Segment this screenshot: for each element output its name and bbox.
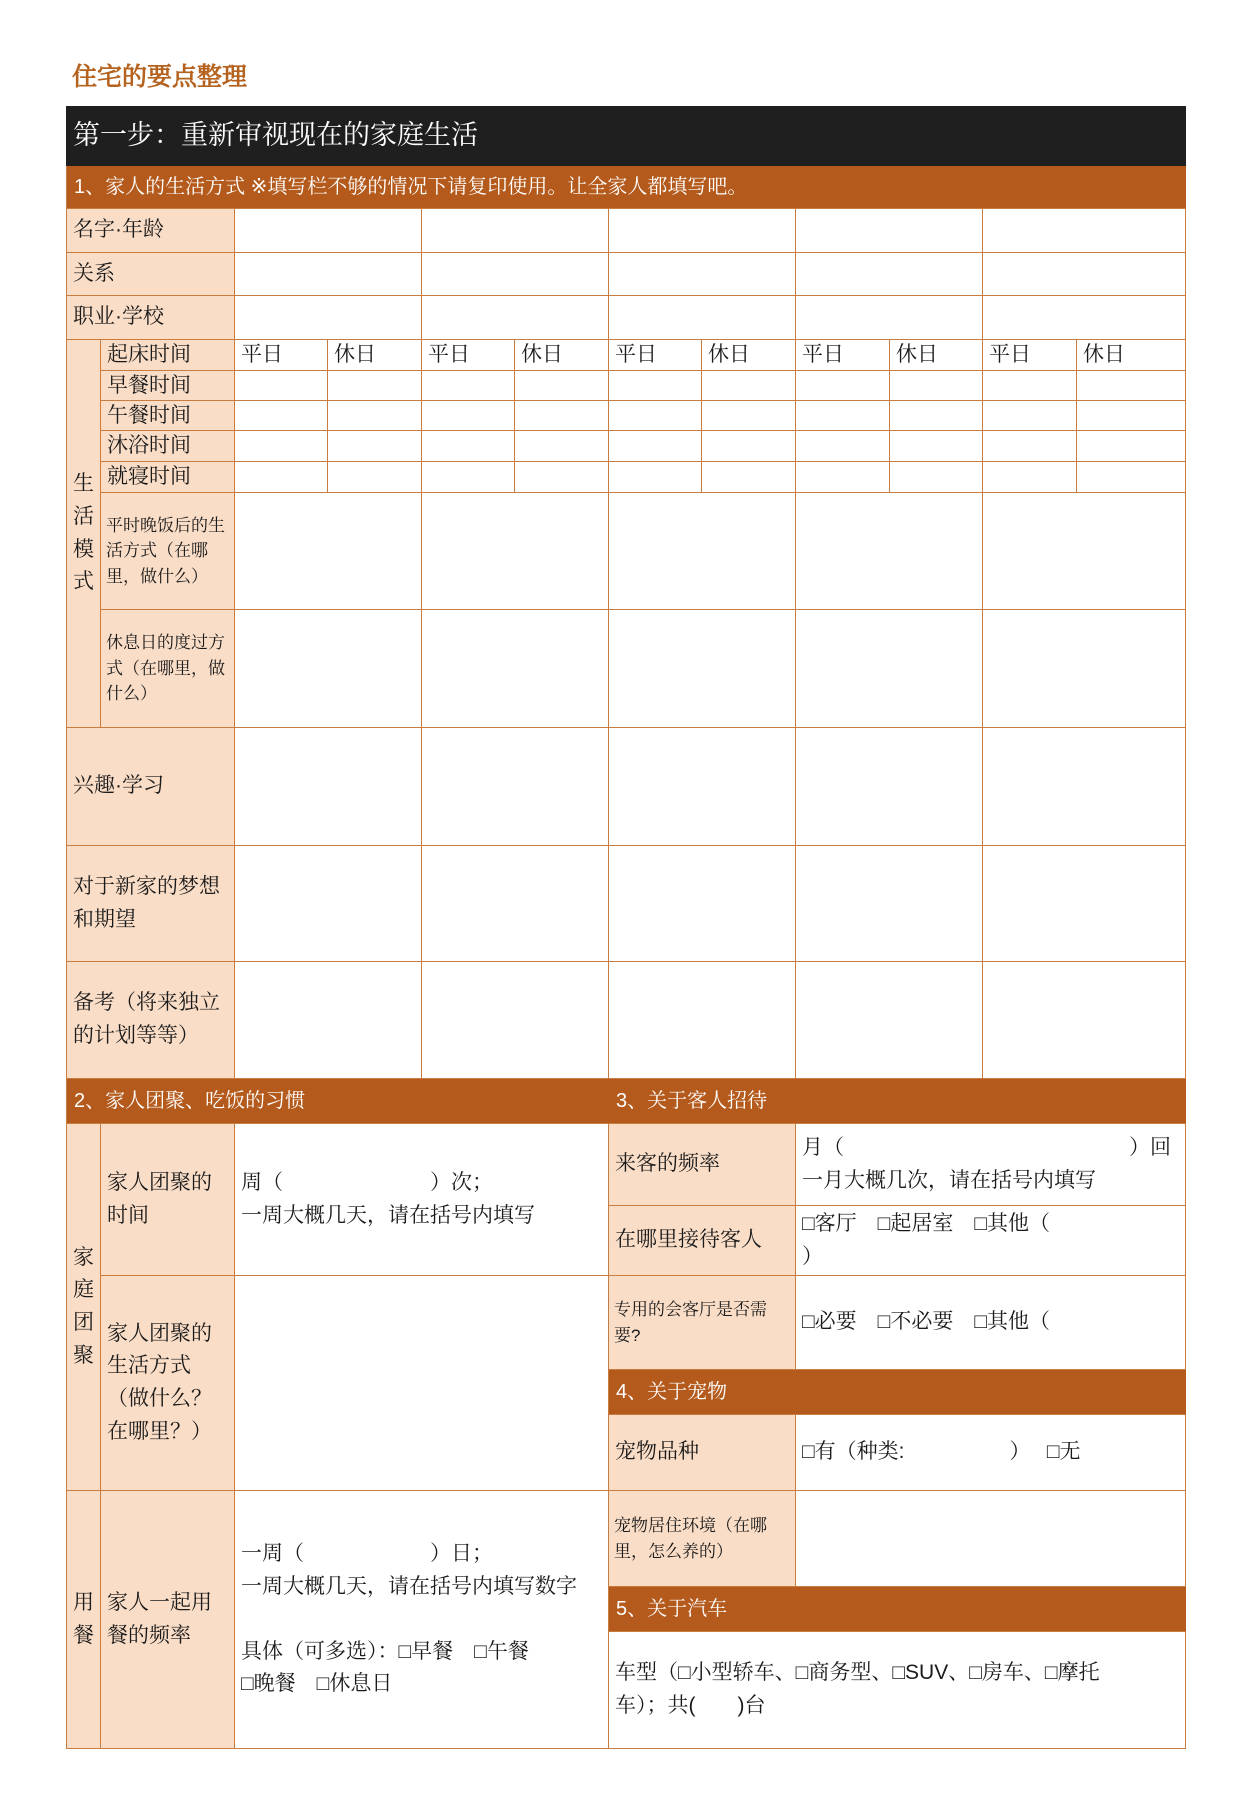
relation-member-2-cell — [422, 253, 609, 296]
hobby-member-2-cell — [422, 728, 609, 846]
bath-member-5-weekday-cell — [983, 431, 1077, 462]
visitor-frequency-value — [796, 1124, 1186, 1206]
dream-member-1-cell — [235, 846, 422, 962]
bedtime-member-5-weekday-cell — [983, 462, 1077, 493]
lunch-member-4-holiday-cell — [890, 401, 983, 431]
gathering-way-label: 家人团聚的 生活方式 （做什么？ 在哪里？） — [101, 1276, 235, 1491]
after-dinner-member-5-cell — [983, 493, 1186, 610]
section-5-heading: 5、关于汽车 — [609, 1587, 1186, 1632]
member-4-weekday-header: 平日 — [796, 340, 890, 371]
name-age-member-4-cell — [796, 209, 983, 253]
section-4-heading: 4、关于宠物 — [609, 1370, 1186, 1415]
gathering-group-label — [66, 1124, 101, 1491]
section-2-heading: 2、家人团聚、吃饭的习惯 — [66, 1079, 609, 1124]
meal-group-label — [66, 1491, 101, 1749]
bath-member-1-holiday-cell — [328, 431, 422, 462]
section-3-heading: 3、关于客人招待 — [609, 1079, 1186, 1124]
relation-member-1-cell — [235, 253, 422, 296]
dream-member-5-cell — [983, 846, 1186, 962]
member-3-weekday-header: 平日 — [609, 340, 702, 371]
parlor-needed-options: □必要 □不必要 □其他（ — [796, 1276, 1186, 1370]
job-school-member-1-cell — [235, 296, 422, 340]
member-1-weekday-header: 平日 — [235, 340, 328, 371]
breakfast-member-3-weekday-cell — [609, 371, 702, 401]
hobby-member-5-cell — [983, 728, 1186, 846]
member-1-holiday-header: 休日 — [328, 340, 422, 371]
bath-member-2-holiday-cell — [515, 431, 609, 462]
lunch-member-2-weekday-cell — [422, 401, 515, 431]
name-age-member-3-cell — [609, 209, 796, 253]
hobby-member-1-cell — [235, 728, 422, 846]
visitor-frequency-open: 月（ — [802, 1135, 844, 1159]
member-5-weekday-header: 平日 — [983, 340, 1077, 371]
section-1-heading: 1、家人的生活方式 ※填写栏不够的情况下请复印使用。让全家人都填写吧。 — [66, 166, 1186, 209]
reception-place-options: □客厅 □起居室 □其他（ ） — [796, 1206, 1186, 1276]
bedtime-member-5-holiday-cell — [1077, 462, 1186, 493]
meal-frequency-value: 一周（ ）日； 一周大概几天，请在括号内填写数字 具体（可多选）：□早餐 □午餐 □晚餐 □休息日 — [235, 1491, 609, 1749]
breakfast-member-1-weekday-cell — [235, 371, 328, 401]
pet-kind-options: □有（种类: ） □无 — [796, 1415, 1186, 1491]
breakfast-member-4-holiday-cell — [890, 371, 983, 401]
lunch-member-1-holiday-cell — [328, 401, 422, 431]
member-3-holiday-header: 休日 — [702, 340, 796, 371]
lunch-time-label: 午餐时间 — [101, 401, 235, 431]
after-dinner-member-2-cell — [422, 493, 609, 610]
member-2-holiday-header: 休日 — [515, 340, 609, 371]
job-school-label: 职业·学校 — [66, 296, 235, 340]
dream-member-3-cell — [609, 846, 796, 962]
car-type-options: 车型（□小型轿车、□商务型、□SUV、□房车、□摩托 车）；共( )台 — [609, 1632, 1186, 1749]
gathering-time-label: 家人团聚的 时间 — [101, 1124, 235, 1276]
name-age-member-5-cell — [983, 209, 1186, 253]
day-off-member-4-cell — [796, 610, 983, 728]
breakfast-member-5-weekday-cell — [983, 371, 1077, 401]
relation-member-4-cell — [796, 253, 983, 296]
hobby-label: 兴趣·学习 — [66, 728, 235, 846]
step-1-title: 第一步：重新审视现在的家庭生活 — [66, 106, 1186, 166]
day-off-member-1-cell — [235, 610, 422, 728]
dream-member-2-cell — [422, 846, 609, 962]
wake-up-time-label: 起床时间 — [101, 340, 235, 371]
visitor-frequency-hint: 一月大概几次，请在括号内填写 — [802, 1168, 1096, 1192]
lunch-member-1-weekday-cell — [235, 401, 328, 431]
gathering-vertical-text: 家庭团聚 — [73, 1245, 94, 1367]
bath-time-label: 沐浴时间 — [101, 431, 235, 462]
hobby-member-4-cell — [796, 728, 983, 846]
day-off-member-2-cell — [422, 610, 609, 728]
after-dinner-member-4-cell — [796, 493, 983, 610]
family-life-form — [66, 106, 1186, 1749]
visitor-frequency-label: 来客的频率 — [609, 1124, 796, 1206]
gathering-time-value: 周（ ）次； 一周大概几天，请在括号内填写 — [235, 1124, 609, 1276]
remarks-member-1-cell — [235, 962, 422, 1079]
pet-environment-value — [796, 1491, 1186, 1587]
lunch-member-5-holiday-cell — [1077, 401, 1186, 431]
job-school-member-2-cell — [422, 296, 609, 340]
member-5-holiday-header: 休日 — [1077, 340, 1186, 371]
day-off-member-5-cell — [983, 610, 1186, 728]
breakfast-member-2-weekday-cell — [422, 371, 515, 401]
lunch-member-3-holiday-cell — [702, 401, 796, 431]
breakfast-member-1-holiday-cell — [328, 371, 422, 401]
lunch-member-4-weekday-cell — [796, 401, 890, 431]
bath-member-2-weekday-cell — [422, 431, 515, 462]
meal-vertical-text: 用餐 — [73, 1590, 94, 1647]
day-off-member-3-cell — [609, 610, 796, 728]
dream-label: 对于新家的梦想 和期望 — [66, 846, 235, 962]
after-dinner-member-3-cell — [609, 493, 796, 610]
bath-member-4-weekday-cell — [796, 431, 890, 462]
breakfast-member-2-holiday-cell — [515, 371, 609, 401]
breakfast-member-4-weekday-cell — [796, 371, 890, 401]
bedtime-member-4-holiday-cell — [890, 462, 983, 493]
after-dinner-label: 平时晚饭后的生 活方式（在哪 里，做什么） — [101, 493, 235, 610]
lunch-member-3-weekday-cell — [609, 401, 702, 431]
bedtime-member-1-holiday-cell — [328, 462, 422, 493]
bedtime-member-1-weekday-cell — [235, 462, 328, 493]
bedtime-member-3-weekday-cell — [609, 462, 702, 493]
name-age-member-2-cell — [422, 209, 609, 253]
pet-kind-label: 宠物品种 — [609, 1415, 796, 1491]
remarks-member-4-cell — [796, 962, 983, 1079]
breakfast-member-5-holiday-cell — [1077, 371, 1186, 401]
remarks-member-2-cell — [422, 962, 609, 1079]
bath-member-5-holiday-cell — [1077, 431, 1186, 462]
job-school-member-5-cell — [983, 296, 1186, 340]
remarks-member-3-cell — [609, 962, 796, 1079]
bath-member-4-holiday-cell — [890, 431, 983, 462]
job-school-member-4-cell — [796, 296, 983, 340]
gathering-way-value — [235, 1276, 609, 1491]
parlor-needed-label: 专用的会客厅是否需 要? — [609, 1276, 796, 1370]
visitor-frequency-blank-line — [802, 1132, 1179, 1165]
visitor-frequency-close: ）回 — [1129, 1135, 1171, 1159]
bedtime-member-2-holiday-cell — [515, 462, 609, 493]
after-dinner-member-1-cell — [235, 493, 422, 610]
member-2-weekday-header: 平日 — [422, 340, 515, 371]
lunch-member-5-weekday-cell — [983, 401, 1077, 431]
bedtime-member-2-weekday-cell — [422, 462, 515, 493]
pet-environment-label: 宠物居住环境（在哪 里，怎么养的） — [609, 1491, 796, 1587]
bedtime-label: 就寝时间 — [101, 462, 235, 493]
page-title: 住宅的要点整理 — [72, 63, 248, 91]
name-age-label: 名字·年龄 — [66, 209, 235, 253]
bath-member-3-holiday-cell — [702, 431, 796, 462]
life-pattern-group-label — [66, 340, 101, 728]
bath-member-1-weekday-cell — [235, 431, 328, 462]
remarks-label: 备考（将来独立 的计划等等） — [66, 962, 235, 1079]
breakfast-time-label: 早餐时间 — [101, 371, 235, 401]
bedtime-member-3-holiday-cell — [702, 462, 796, 493]
dream-member-4-cell — [796, 846, 983, 962]
reception-place-label: 在哪里接待客人 — [609, 1206, 796, 1276]
bath-member-3-weekday-cell — [609, 431, 702, 462]
relation-member-5-cell — [983, 253, 1186, 296]
hobby-member-3-cell — [609, 728, 796, 846]
relation-member-3-cell — [609, 253, 796, 296]
bedtime-member-4-weekday-cell — [796, 462, 890, 493]
relation-label: 关系 — [66, 253, 235, 296]
job-school-member-3-cell — [609, 296, 796, 340]
day-off-label: 休息日的度过方 式（在哪里，做 什么） — [101, 610, 235, 728]
lunch-member-2-holiday-cell — [515, 401, 609, 431]
remarks-member-5-cell — [983, 962, 1186, 1079]
life-pattern-vertical-text: 生活模式 — [73, 472, 94, 594]
member-4-holiday-header: 休日 — [890, 340, 983, 371]
name-age-member-1-cell — [235, 209, 422, 253]
breakfast-member-3-holiday-cell — [702, 371, 796, 401]
meal-frequency-label: 家人一起用 餐的频率 — [101, 1491, 235, 1749]
